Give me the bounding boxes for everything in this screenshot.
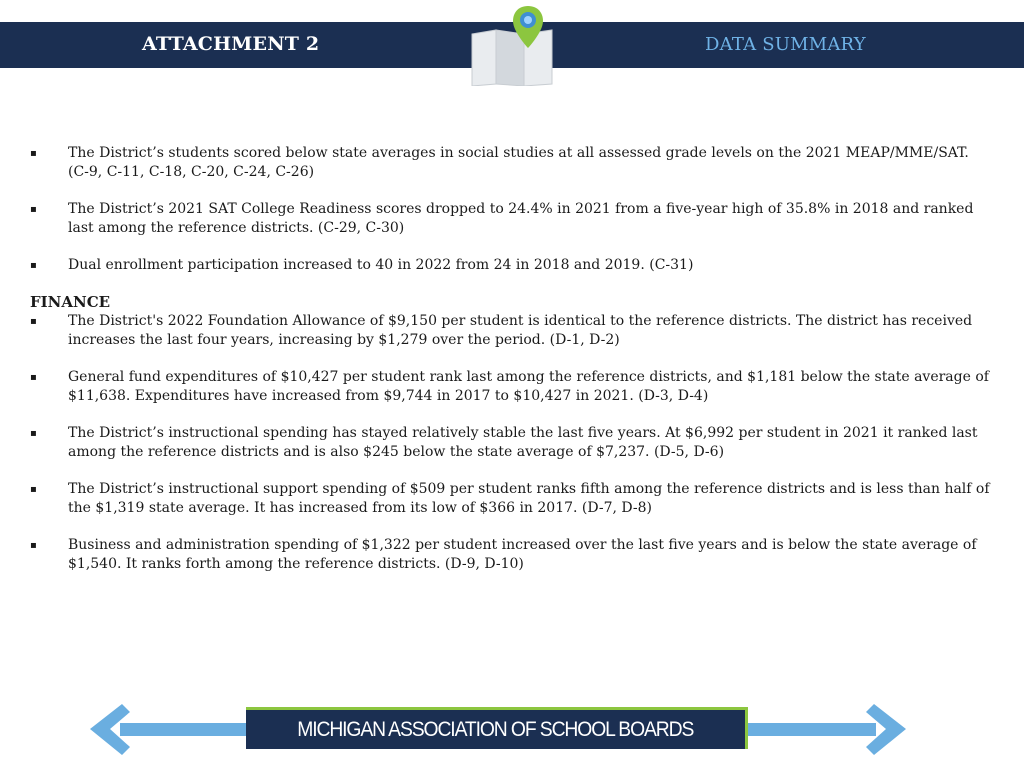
bullet-marker: ▪ [30,484,37,495]
bullet-marker: ▪ [30,204,37,215]
bullet-marker: ▪ [30,316,37,327]
bullet-foundation-allowance [30,312,990,350]
bullet-marker: ▪ [30,372,37,383]
bullet-marker: ▪ [30,260,37,271]
bullet-business-administration [30,536,990,574]
map-pin-icon [468,4,556,86]
summary-content [30,144,990,574]
bullet-text: Dual enrollment participation increased to 40 in 2022 from 24 in 2018 and 2019. (C-31) [68,257,694,273]
header-title-left: ATTACHMENT 2 [142,33,320,55]
footer-bar [246,707,748,749]
bullet-text: The District’s instructional spending has stayed relatively stable the last five years. At $6,992 per student in 2021 it ranked last among the reference districts and is also $245 below the state average of $7,237. (D-5, D-6) [68,425,978,460]
bullet-marker: ▪ [30,540,37,551]
bullet-text: Business and administration spending of $1,322 per student increased over the last five years and is below the state average of $1,540. It ranks forth among the reference districts. (D-9, D-10) [68,537,977,572]
bullet-dual-enrollment [30,256,990,275]
bullet-instructional-spending [30,424,990,462]
bullet-text: The District’s students scored below state averages in social studies at all assessed grade levels on the 2021 MEAP/MME/SAT. (C-9, C-11, C-18, C-20, C-24, C-26) [68,145,969,180]
bullet-marker: ▪ [30,428,37,439]
bullet-social-studies [30,144,990,182]
footer-organization-name: MICHIGAN ASSOCIATION OF SCHOOL BOARDS [297,717,694,741]
bullet-marker: ▪ [30,148,37,159]
bullet-general-fund [30,368,990,406]
arrow-right-icon [746,704,906,755]
bullet-instructional-support [30,480,990,518]
bullet-text: General fund expenditures of $10,427 per student rank last among the reference districts, and $1,181 below the state average of $11,638. Expenditures have increased from $9,744 in 2017 to $10,427 in 2021. (D-3, D-4) [68,369,989,404]
bullet-text: The District’s 2021 SAT College Readiness scores dropped to 24.4% in 2021 from a five-year high of 35.8% in 2018 and ranked last among the reference districts. (C-29, C-30) [68,201,974,236]
bullet-text: The District's 2022 Foundation Allowance of $9,150 per student is identical to the reference districts. The district has received increases the last four years, increasing by $1,279 over the period. (D-1, D-2) [68,313,973,348]
bullet-sat-readiness [30,200,990,238]
header-title-right: DATA SUMMARY [705,34,866,55]
finance-heading: FINANCE [30,293,111,311]
bullet-text: The District’s instructional support spending of $509 per student ranks fifth among the reference districts and is less than half of the $1,319 state average. It has increased from its low of $366 in 2017. (D-7, D-8) [68,481,990,516]
arrow-left-icon [90,704,250,755]
